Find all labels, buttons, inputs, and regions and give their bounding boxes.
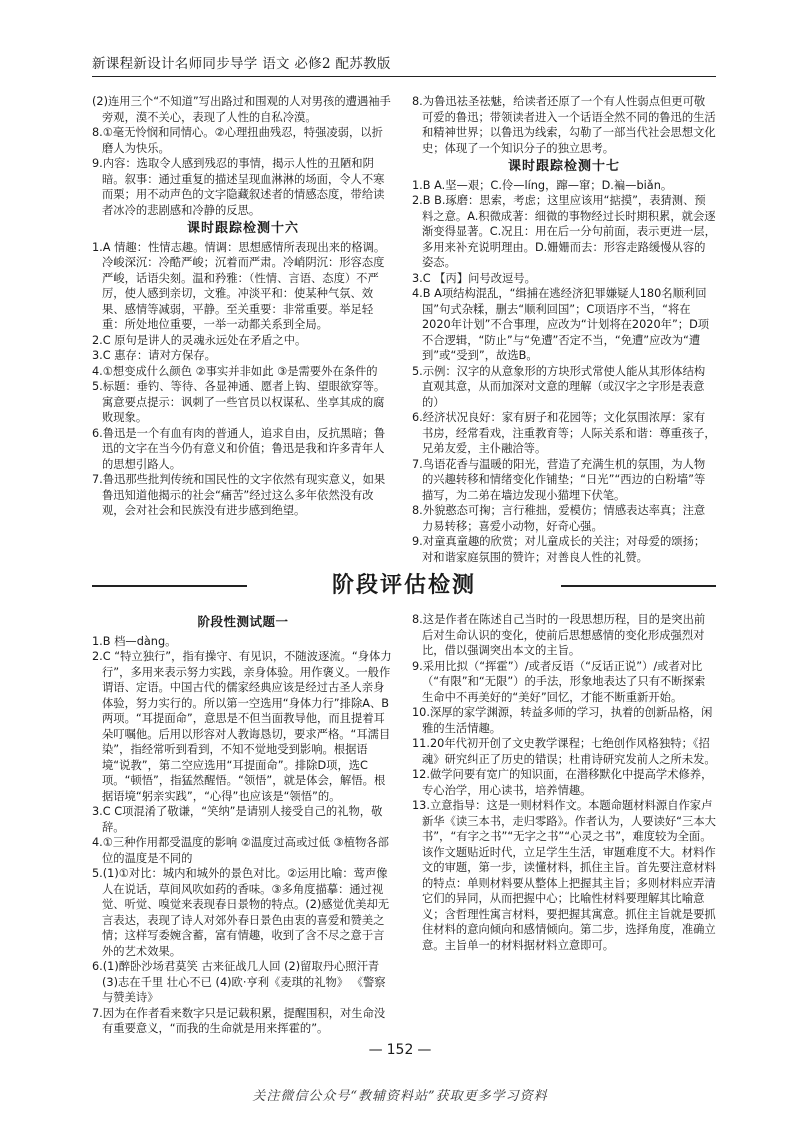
header-rule — [92, 76, 716, 77]
stage-assessment-title: 阶段评估检测 — [331, 572, 476, 598]
answer-item: 6.鲁迅是一个有血有肉的普通人，追求自由，反抗黑暗；鲁迅的文字在当今仍有意义和价值；鲁迅是我和许多青年人的思想引路人。 — [92, 426, 386, 471]
answer-item: 13.立意指导：这是一则材料作文。本题命题材料源自作家卢新华《读三本书，走归零路》。作者认为，人要读好“三本大书”，“有字之书”“无字之书”“心灵之书”，难度较为全面。该作文题贴近时代，立足学生生活，审题难度不大。材料作文的审题，第一步，读懂材料，抓住主旨。首先要注意材料的特点：单则材料要从整体上把握其主旨；多则材料应弄清它们的异同，从而把握中心；比喻性材料要理解其比喻意义；含哲理性寓言材料，要把握其寓意。抓住主旨就是要抓住材料的意向倾向和感情倾向。第二步，选择角度，准确立意。主旨单一的材料据材料立意即可。 — [412, 799, 716, 952]
answer-item: 2.C 原句是讲人的灵魂永远处在矛盾之中。 — [92, 333, 307, 347]
bottom-left-column — [92, 612, 394, 1037]
answer-item: 4.B A项结构混乱，“缉捕在逃经济犯罪嫌疑人180名顺利回国”句式杂糅，删去“顺利回国”；C项语序不当，“将在2020年计划”不合事理，应改为“计划将在2020年”；D项不合逻辑，“防止”与“免遭”否定不当，“免遭”应改为“遭到”或“受到”，故选B。 — [412, 287, 710, 362]
answer-item: 8.①毫无怜悯和同情心。②心理扭曲残忍，特强凌弱，以折磨人为快乐。 — [92, 126, 383, 155]
answer-item: 5.示例：汉字的从意象形的方块形式常使人能从其形体结构直观其意，从而加深对文意的理解（或汉字之字形是表意的） — [412, 364, 706, 409]
answer-item: 6.经济状况良好：家有厨子和花园等；文化氛围浓厚：家有书房，经常看戏，注重教育等；人际关系和谐：尊重孩子，兄弟友爱，主仆融洽等。 — [412, 411, 716, 455]
answer-item: 9.对童真童趣的欣赏；对儿童成长的关注；对母爱的颂扬；对和谐家庭氛围的赞许；对善良人性的礼赞。 — [412, 535, 706, 564]
answer-item: 7.因为在作者看来数字只是记载积累，提醒围积，对生命没有重要意义，“而我的生命就是用来挥霍的”。 — [92, 1006, 386, 1035]
section-heading: 课时跟踪检测十七 — [507, 159, 620, 174]
answer-item: 11.20年代初开创了文史教学课程；七绝创作风格独特；《招魂》研究纠正了历史的错误；杜甫诗研究发前人之所未发。 — [412, 737, 716, 766]
banner-rule-right — [561, 585, 716, 587]
answer-item: 8.外貌憨态可掬；言行稚拙，爱模仿；情感表达率真；注意力易转移；喜爱小动物，好奇心强。 — [412, 504, 706, 533]
answer-item: 7.鲁迅那些批判传统和国民性的文字依然有现实意义，如果鲁迅知道他揭示的社会“痛苦”经过这么多年依然没有改观，会对社会和民族没有进步感到绝望。 — [92, 473, 386, 517]
answer-item: 4.①想变成什么颜色 ②事实并非如此 ③是需要外在条件的 — [92, 364, 378, 378]
answer-item: 4.①三种作用都受温度的影响 ②温度过高或过低 ③植物各部位的温度是不同的 — [92, 836, 389, 865]
answer-item: 10.深厚的家学渊源，转益多师的学习，执着的创新品格，闲雅的生活情趣。 — [412, 706, 713, 735]
answer-item: 7.鸟语花香与温暖的阳光，营造了充满生机的氛围，为人物的兴趣转移和情绪变化作铺垫；“日光”“西边的白粉墙”等描写，为二弟在墙边发现小猫埋下伏笔。 — [412, 457, 706, 502]
section-heading: 课时跟踪检测十六 — [186, 221, 299, 236]
answer-item: 8.这是作者在陈述自己当时的一段思想历程，目的是突出前后对生命认识的变化，使前后思想感情的变化形成强烈对比，借以强调突出本文的主旨。 — [412, 613, 706, 657]
answer-item: (2)连用三个“不知道”写出路过和围观的人对男孩的遭遇袖手旁观，漠不关心，表现了人性的自私冷漠。 — [92, 95, 391, 124]
top-left-column — [92, 94, 394, 519]
test-heading: 阶段性测试题一 — [197, 614, 289, 629]
page-number: — 152 — — [0, 1042, 800, 1058]
answer-item: 12.做学问要有宽广的知识面，在潜移默化中提高学术修养，专心治学，用心读书，培养情趣。 — [412, 768, 713, 797]
bottom-right-column — [412, 612, 716, 953]
answer-item: 9.采用比拟（“挥霍”）/或者反语（“反话正说”）/或者对比（“有限”和“无限”）的手法，形象地表达了只有不断探索生命中不再美好的“美好”回忆，才能不断重新开始。 — [412, 659, 706, 704]
answer-item: 3.C 【丙】问号改逗号。 — [412, 271, 536, 285]
stage-assessment-banner — [92, 568, 716, 602]
answer-item: 1.B 档—dàng。 — [92, 634, 177, 648]
answer-item: 3.C 惠存：请对方保存。 — [92, 349, 216, 362]
answer-item: 1.A 情趣：性情志趣。情调：思想感情所表现出来的格调。冷峻深沉：冷酷严峻；沉着而严肃。冷峭阴沉：形容态度严峻，话语尖刻。温和矜雅：（性情、言语、态度）不严厉，使人感到亲切，文雅。冲淡平和：使某种气氛、效果、感情等减弱，平静。至关重要：非常重要。举足轻重：所处地位重要，一举一动都关系到全局。 — [92, 240, 386, 331]
running-header: 新课程新设计名师同步导学 语文 必修2 配苏教版 — [92, 56, 391, 72]
answer-item: 5.(1)①对比：城内和城外的景色对比。②运用比喻：莺声像人在说话，草间风吹如药的香味。③多角度描摹：通过视觉、听觉、嗅觉来表现春日景物的特点。(2)感觉优美却无言表达，表现了诗人对郊外春日景色由衷的喜爱和赞美之情；这样写委婉含蓄，富有情趣，收到了含不尽之意于言外的艺术效果。 — [92, 867, 390, 958]
top-right-column — [412, 94, 716, 565]
answer-item: 3.C C项混淆了敬谦，“笑纳”是请别人接受自己的礼物，敬辞。 — [92, 805, 383, 834]
answer-item: 9.内容：选取令人感到残忍的事情，揭示人性的丑陋和阴暗。叙事：通过重复的描述呈现血淋淋的场面，令人不寒而栗；用不动声色的文字隐藏叙述者的情感态度，带给读者冰冷的悲剧感和冷静的反思。 — [92, 157, 385, 217]
answer-item: 2.C “特立独行”，指有操守、有见识，不随波逐流。“身体力行”，多用来表示努力实践，亲身体验。用作褒义。一般作谓语、定语。中国古代的儒家经典应该是经过古圣人亲身体验，努力实行的。所以第一空选用“身体力行”排除A、B两项。“耳提面命”，意思是不但当面教导他，而且提着耳朵叮嘱他。后用以形容对人教诲恳切，要求严格。“耳濡目染”，指经常听到看到，不知不觉地受到影响。根据语境“说教”，第二空应选用“耳提面命”。排除D项，选C项。“顿悟”，指猛然醒悟。“领悟”，就是体会，解悟。根据语境“躬亲实践”，“心得”也应该是“领悟”的。 — [92, 650, 392, 803]
answer-item: 2.B B.琢磨：思索，考虑；这里应该用“掂摸”，表猜测、预料之意。A.积微成著：细微的事物经过长时期积累，就会逐渐变得显著。C.况且：用在后一分句前面，表示更进一层，多用来补充说明理由。D.姗姗而去：形容走路缓慢从容的姿态。 — [412, 194, 716, 269]
answer-item: 6.(1)醉卧沙场君莫笑 古来征战几人回 (2)留取丹心照汗青 (3)志在千里 壮心不已 (4)欧·亨利《麦琪的礼物》 《警察与赞美诗》 — [92, 960, 386, 1004]
footer-watermark: 关注微信公众号“教辅资料站”获取更多学习资料 — [252, 1089, 548, 1104]
answer-item: 1.B A.坚—艰；C.伶—líng，蹿—窜；D.褊—biǎn。 — [412, 178, 673, 192]
answer-item: 5.标题：垂钓、等待、各显神通、愿者上钩、望眼欲穿等。寓意要点提示：讽刺了一些官员以权谋私、坐享其成的腐败现象。 — [92, 380, 386, 424]
answer-item: 8.为鲁迅祛圣祛魅，给读者还原了一个有人性弱点但更可敬可爱的鲁迅；带领读者进入一个话语全然不同的鲁迅的生活和精神世界；以鲁迅为线索，勾勒了一部当代社会思想文化史；体现了一个知识分子的独立思考。 — [412, 95, 716, 155]
